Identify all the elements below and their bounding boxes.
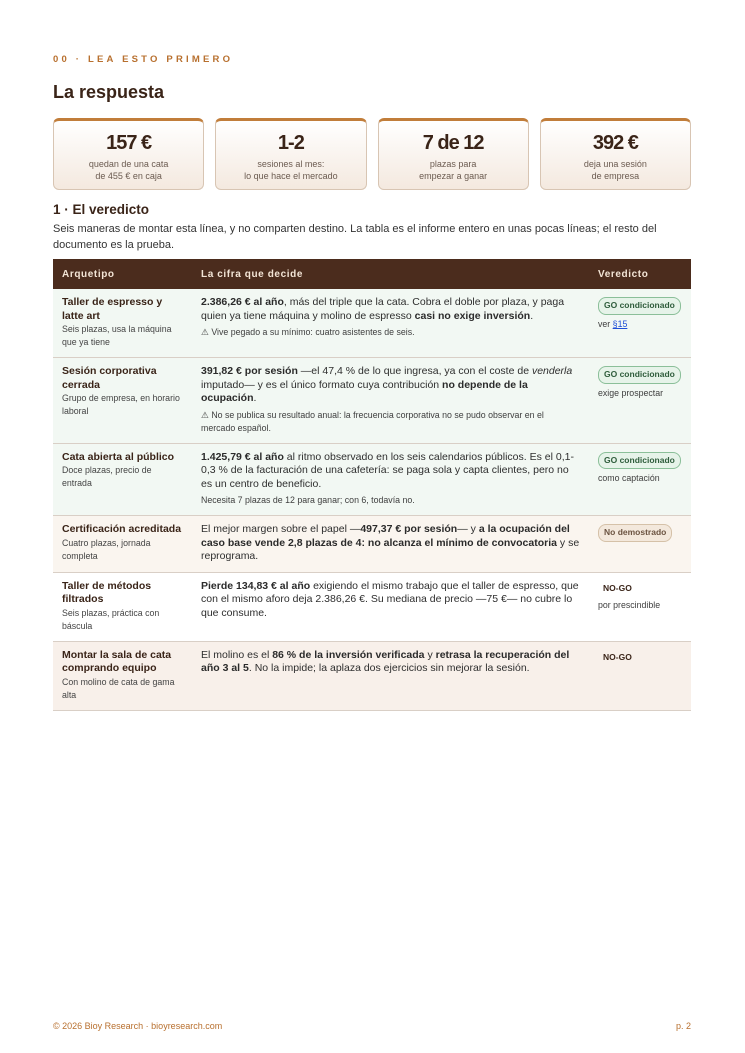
verdict-note: [598, 318, 682, 332]
column-header-verdict: Veredicto: [589, 259, 691, 289]
verdict-badge: GO condicionado: [598, 297, 681, 315]
table-header-row: [53, 259, 691, 289]
figure-cell: [192, 516, 589, 573]
figure-highlight: 1.425,79 € al año: [201, 450, 284, 463]
verdict-cell: [589, 641, 691, 710]
archetype-cell: [53, 289, 192, 358]
figure-text: al ritmo observado en los seis calendarios públicos. Es el 0,1-0,3 % de la facturación de una cafetería: se paga sola y capta clientes, pero no es un centro de beneficio.: [201, 450, 574, 490]
archetype-name: Taller de espresso y latte art: [62, 296, 163, 322]
figure-text: exigiendo el mismo trabajo que el taller de espresso, que con el mismo aforo deja 2.386,26 €. Su mediana de precio —75 €— no cubre lo que consume.: [201, 579, 579, 619]
figure-cell: [192, 641, 589, 710]
stat-caption: sesiones al mes: lo que hace el mercado: [244, 159, 338, 181]
stat-caption: deja una sesión de empresa: [583, 159, 647, 181]
archetype-name: Cata abierta al público: [62, 450, 175, 463]
figure-cell: [192, 358, 589, 444]
verdict-badge: NO-GO: [603, 582, 632, 593]
table-row: [53, 358, 691, 444]
stat-card: [53, 118, 204, 190]
section-intro: Seis maneras de montar esta línea, y no comparten destino. La tabla es el informe entero en unas pocas líneas; el resto del documento es la prueba.: [53, 223, 657, 251]
archetype-cell: [53, 641, 192, 710]
figure-text: — y: [457, 523, 479, 535]
archetype-cell: [53, 358, 192, 444]
verdict-cell: [589, 358, 691, 444]
verdict-cell: [589, 289, 691, 358]
verdict-badge: GO condicionado: [598, 366, 681, 384]
stat-card: [215, 118, 366, 190]
verdict-cell: [589, 572, 691, 641]
verdict-table: [53, 259, 691, 711]
figure-cell: [192, 443, 589, 516]
archetype-cell: [53, 572, 192, 641]
stat-caption: plazas para empezar a ganar: [419, 159, 488, 181]
archetype-name: Montar la sala de cata comprando equipo: [62, 648, 172, 674]
archetype-desc: Cuatro plazas, jornada completa: [62, 537, 151, 561]
figure-text: El mejor margen sobre el papel —: [201, 523, 361, 535]
section-link[interactable]: §15: [612, 318, 628, 329]
archetype-name: Certificación acreditada: [62, 523, 182, 535]
footer-copyright: © 2026 Bioy Research · bioyresearch.com: [53, 1021, 223, 1031]
archetype-name: Taller de métodos filtrados: [62, 579, 152, 605]
figure-highlight: 497,37 € por sesión: [360, 523, 458, 535]
figure-cell: [192, 572, 589, 641]
page-title: La respuesta: [53, 82, 165, 102]
figure-text: —el 47,4 % de lo que ingresa, ya con el coste de: [297, 365, 532, 377]
table-row: [53, 641, 691, 710]
table-row: [53, 572, 691, 641]
stat-value: 1-2: [277, 132, 304, 154]
figure-highlight: a la ocupación del caso base vende 2,8 plazas de 4: no alcanza el mínimo de convocatoria: [201, 523, 570, 549]
archetype-desc: Doce plazas, precio de entrada: [62, 465, 152, 488]
archetype-desc: Seis plazas, usa la máquina que ya tiene: [62, 324, 172, 347]
stat-value: 7 de 12: [422, 132, 484, 154]
figure-note: ⚠ Vive pegado a su mínimo: cuatro asistentes de seis.: [201, 327, 415, 337]
table-row: [53, 516, 691, 573]
figure-emphasis: venderla: [531, 365, 573, 377]
table-row: [53, 443, 691, 516]
column-header-archetype: Arquetipo: [53, 259, 192, 289]
verdict-cell: [589, 443, 691, 516]
archetype-cell: [53, 443, 192, 516]
verdict-badge: NO-GO: [603, 651, 632, 662]
verdict-note: por prescindible: [598, 600, 661, 610]
stat-card: [378, 118, 529, 190]
figure-text: y: [424, 648, 436, 661]
verdict-badge: GO condicionado: [598, 452, 681, 470]
figure-highlight: Pierde 134,83 € al año: [201, 579, 311, 592]
archetype-desc: Seis plazas, práctica con báscula: [62, 607, 160, 631]
table-row: [53, 289, 691, 358]
figure-highlight: retrasa la recuperación del año 3 al 5: [201, 648, 570, 674]
stat-cards: [53, 118, 691, 190]
verdict-note: como captación: [598, 473, 660, 483]
verdict-note: exige prospectar: [598, 387, 664, 398]
stat-value: 157 €: [106, 132, 152, 154]
stat-value: 392 €: [592, 132, 638, 154]
figure-note: ⚠ No se publica su resultado anual: la frecuencia corporativa no se pudo observar en el mercado español.: [201, 409, 544, 433]
figure-highlight: no depende de la ocupación: [201, 378, 528, 404]
figure-text: , más del triple que la cata. Cobra el doble por plaza, y paga quien ya tiene máquina y molino de espresso: [201, 296, 565, 322]
figure-cell: [192, 289, 589, 358]
figure-text: .: [253, 392, 257, 404]
section-heading: 1 · El veredicto: [53, 202, 150, 217]
column-header-figure: La cifra que decide: [192, 259, 589, 289]
verdict-badge: No demostrado: [598, 524, 672, 542]
page-number: p. 2: [675, 1021, 691, 1031]
archetype-cell: [53, 516, 192, 573]
stat-caption: quedan de una cata de 455 € en caja: [88, 159, 169, 181]
figure-highlight: 391,82 € por sesión: [201, 365, 298, 377]
archetype-desc: Grupo de empresa, en horario laboral: [62, 393, 180, 416]
figure-text: imputado— y es el único formato cuya contribución: [201, 378, 443, 391]
figure-highlight: 2.386,26 € al año: [201, 296, 284, 308]
figure-highlight: casi no exige inversión: [414, 309, 531, 322]
section-eyebrow: 00 · LEA ESTO PRIMERO: [53, 54, 234, 65]
figure-text: El molino es el: [201, 648, 273, 661]
archetype-desc: Con molino de cata de gama alta: [62, 676, 175, 700]
stat-card: [540, 118, 691, 190]
verdict-note-text: ver: [598, 318, 613, 329]
figure-text: . No la impide; la aplaza dos ejercicios sin mejorar la sesión.: [248, 662, 530, 674]
figure-note: Necesita 7 plazas de 12 para ganar; con 6, todavía no.: [201, 495, 415, 505]
archetype-name: Sesión corporativa cerrada: [62, 365, 157, 391]
verdict-cell: [589, 516, 691, 573]
figure-text: y se reprograma.: [201, 536, 580, 562]
figure-text: .: [530, 309, 534, 322]
figure-highlight: 86 % de la inversión verificada: [272, 648, 425, 661]
